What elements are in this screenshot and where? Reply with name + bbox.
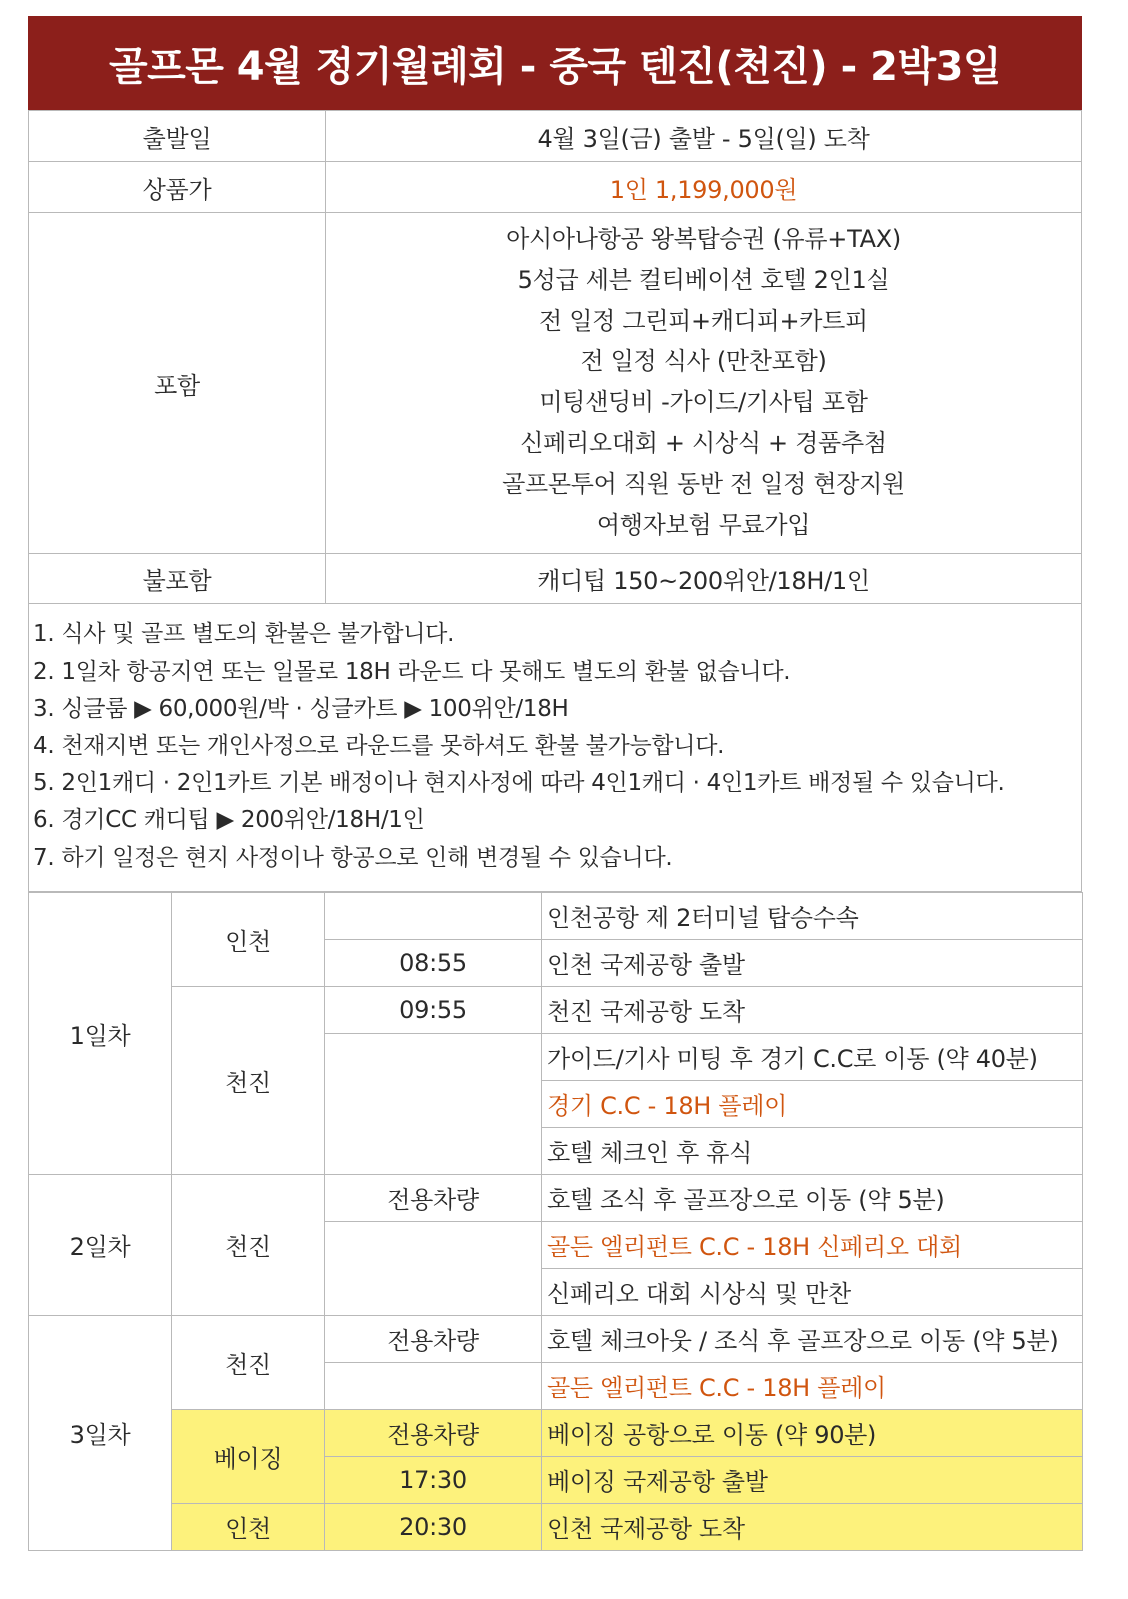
note-item: 2. 1일차 항공지연 또는 일몰로 18H 라운드 다 못해도 별도의 환불 없습니다. [33, 658, 791, 685]
note-item: 1. 식사 및 골프 별도의 환불은 불가합니다. [33, 621, 455, 648]
included-label: 포함 [29, 213, 326, 554]
note-item: 4. 천재지변 또는 개인사정으로 라운드를 못하셔도 환불 불가능합니다. [33, 732, 725, 759]
included-item: 전 일정 그린피+캐디피+카트피 [539, 306, 868, 335]
activity-cell: 호텔 조식 후 골프장으로 이동 (약 5분) [542, 1174, 1083, 1221]
day-cell: 2일차 [29, 1174, 172, 1315]
activity-cell: 인천 국제공항 도착 [542, 1503, 1083, 1550]
schedule-row [29, 1503, 1083, 1550]
time-cell: 20:30 [325, 1503, 542, 1550]
price-label: 상품가 [29, 162, 326, 213]
info-table [28, 110, 1082, 604]
activity-cell: 인천 국제공항 출발 [542, 939, 1083, 986]
activity-cell: 천진 국제공항 도착 [542, 986, 1083, 1033]
time-cell [325, 892, 542, 939]
location-cell: 베이징 [172, 1409, 325, 1503]
activity-cell: 인천공항 제 2터미널 탑승수속 [542, 892, 1083, 939]
schedule-row [29, 1315, 1083, 1362]
schedule-row [29, 1174, 1083, 1221]
schedule-row [29, 986, 1083, 1033]
note-item: 6. 경기CC 캐디팁 ▶ 200위안/18H/1인 [33, 807, 425, 834]
location-cell: 천진 [172, 986, 325, 1174]
time-cell [325, 1221, 542, 1315]
location-cell: 천진 [172, 1315, 325, 1409]
activity-cell: 베이징 공항으로 이동 (약 90분) [542, 1409, 1083, 1456]
location-cell: 천진 [172, 1174, 325, 1315]
activity-cell: 가이드/기사 미팅 후 경기 C.C로 이동 (약 40분) [542, 1033, 1083, 1080]
schedule-row [29, 892, 1083, 939]
time-cell [325, 1362, 542, 1409]
excluded-value: 캐디팁 150~200위안/18H/1인 [326, 554, 1082, 604]
activity-cell-highlight: 경기 C.C - 18H 플레이 [542, 1080, 1083, 1127]
departure-value: 4월 3일(금) 출발 - 5일(일) 도착 [326, 111, 1082, 162]
page-title: 골프몬 4월 정기월례회 - 중국 텐진(천진) - 2박3일 [28, 16, 1082, 110]
location-cell: 인천 [172, 892, 325, 986]
flyer [28, 16, 1082, 1551]
day-cell: 1일차 [29, 892, 172, 1174]
schedule-row [29, 1409, 1083, 1456]
departure-row [29, 111, 1082, 162]
activity-cell: 신페리오 대회 시상식 및 만찬 [542, 1268, 1083, 1315]
activity-cell: 베이징 국제공항 출발 [542, 1456, 1083, 1503]
included-item: 여행자보험 무료가입 [596, 510, 811, 539]
included-item: 전 일정 식사 (만찬포함) [580, 347, 827, 376]
time-cell: 전용차량 [325, 1174, 542, 1221]
included-item: 신페리오대회 + 시상식 + 경품추첨 [520, 428, 887, 457]
day-cell: 3일차 [29, 1315, 172, 1550]
note-item: 5. 2인1캐디 · 2인1카트 기본 배정이나 현지사정에 따라 4인1캐디 · 4인1카트 배정될 수 있습니다. [33, 770, 1005, 797]
time-cell: 17:30 [325, 1456, 542, 1503]
schedule-table [28, 892, 1083, 1551]
excluded-row [29, 554, 1082, 604]
included-item: 아시아나항공 왕복탑승권 (유류+TAX) [506, 225, 901, 253]
time-cell [325, 1033, 542, 1174]
time-cell: 09:55 [325, 986, 542, 1033]
time-cell: 전용차량 [325, 1315, 542, 1362]
included-item: 골프몬투어 직원 동반 전 일정 현장지원 [502, 469, 905, 498]
activity-cell: 호텔 체크아웃 / 조식 후 골프장으로 이동 (약 5분) [542, 1315, 1083, 1362]
price-row [29, 162, 1082, 213]
included-list [326, 213, 1082, 554]
note-item: 3. 싱글룸 ▶ 60,000원/박 · 싱글카트 ▶ 100위안/18H [33, 695, 569, 722]
time-cell: 전용차량 [325, 1409, 542, 1456]
included-item: 미팅샌딩비 -가이드/기사팁 포함 [539, 388, 868, 417]
price-value: 1인 1,199,000원 [326, 162, 1082, 213]
included-item: 5성급 세븐 컬티베이션 호텔 2인1실 [517, 265, 890, 294]
activity-cell: 호텔 체크인 후 휴식 [542, 1127, 1083, 1174]
included-row [29, 213, 1082, 554]
time-cell: 08:55 [325, 939, 542, 986]
note-item: 7. 하기 일정은 현지 사정이나 항공으로 인해 변경될 수 있습니다. [33, 844, 673, 871]
notes-section [28, 604, 1082, 891]
excluded-label: 불포함 [29, 554, 326, 604]
activity-cell-highlight: 골든 엘리펀트 C.C - 18H 플레이 [542, 1362, 1083, 1409]
departure-label: 출발일 [29, 111, 326, 162]
location-cell: 인천 [172, 1503, 325, 1550]
activity-cell-highlight: 골든 엘리펀트 C.C - 18H 신페리오 대회 [542, 1221, 1083, 1268]
